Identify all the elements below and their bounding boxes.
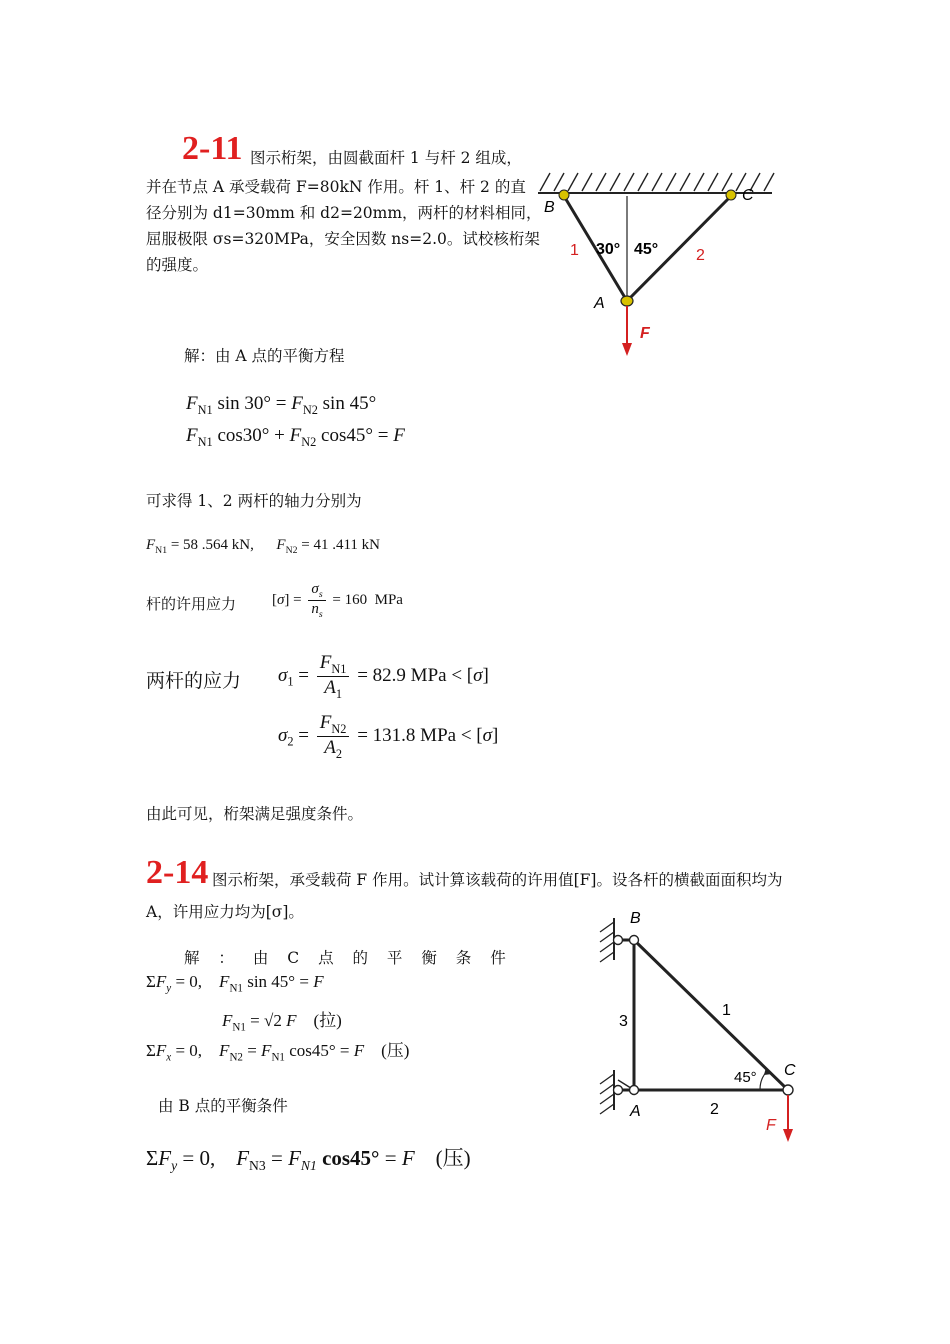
problem-2-14 <box>0 830 950 1344</box>
axial-forces-result: $F_{N1} = 58$ .564 kN, $F_{N2} = 41$ .411 kN <box>146 537 380 556</box>
solution-intro: 解：由 A 点的平衡方程 <box>184 347 345 365</box>
wall-support-top <box>600 918 614 962</box>
equilibrium-eq-b: $\Sigma F_y = 0$, $F_{N3} = F_{N1}$ cos45° = F (压) <box>146 1146 471 1174</box>
label-rod-2: 2 <box>710 1101 719 1118</box>
label-rod-2: 2 <box>696 247 705 264</box>
stress-eq-2: $\sigma_2$ = $\frac{F_{N2}}{A_2}$ = 131.8 MPa < [σ] <box>278 712 499 761</box>
pin-b <box>630 936 639 945</box>
solution-intro: 解 ： 由 C 点 的 平 衡 条 件 <box>184 949 506 967</box>
equilibrium-eq-2: $F_{N1}$ $\cos 30^\circ + F_{N2}$ cos45° = F <box>186 425 405 449</box>
label-rod-1: 1 <box>722 1002 731 1019</box>
problem-number: 2-14 <box>146 854 209 891</box>
label-rod-3: 3 <box>619 1013 628 1030</box>
b-point-intro: 由 B 点的平衡条件 <box>158 1097 288 1115</box>
truss-figure-2-14 <box>590 904 820 1154</box>
equilibrium-eq-fx: $\Sigma F_x = 0$, $F_{N2} = F_{N1}$ cos45° = F (压) <box>146 1041 410 1064</box>
label-c: C <box>784 1062 796 1079</box>
intro-line-1: 图示桁架，承受载荷 F 作用。试计算该载荷的许用值[F]。设各杆的横截面面积均为 <box>212 871 783 889</box>
problem-number-2-11 <box>182 130 242 168</box>
pin-a <box>621 296 633 306</box>
label-c: C <box>742 187 754 204</box>
rod-1 <box>634 940 788 1090</box>
label-a: A <box>630 1103 641 1120</box>
intro-line-4: 屈服极限 σs=320MPa，安全因数 ns=2.0。试校核桁架 <box>146 230 540 248</box>
pin-wall-bottom <box>614 1086 623 1095</box>
stress-eq-1: $\sigma_1$ = $\frac{F_{N1}}{A_1}$ = 82.9 MPa < [σ] <box>278 652 489 701</box>
label-angle-45: 45° <box>734 1069 757 1086</box>
intro-line-2: A，许用应力均为[σ]。 <box>146 903 304 921</box>
force-f-arrow-head <box>622 343 632 356</box>
problem-number-2-14 <box>146 854 208 892</box>
equilibrium-eq-1: $F_{N1}$ $\sin 30^\circ = F_{N2}$ sin 45° <box>186 393 377 417</box>
rod-stress-label: 两杆的应力 <box>146 670 242 692</box>
pin-wall-top <box>614 936 623 945</box>
intro-line-3: 径分别为 d1=30mm 和 d2=20mm，两杆的材料相同， <box>146 204 542 222</box>
intro-line-1: 图示桁架，由圆截面杆 1 与杆 2 组成， <box>250 149 522 167</box>
fn1-result: $F_{N1} = √2$ F (拉) <box>222 1011 342 1034</box>
pin-c <box>726 190 736 200</box>
pin-b <box>559 190 569 200</box>
problem-number: 2-11 <box>182 130 243 167</box>
allowable-stress-eq: [σ] = $\frac{\sigma_s}{n_s}$ = 160 MPa <box>272 581 403 621</box>
label-angle-45: 45° <box>634 241 659 258</box>
pin-a <box>630 1086 639 1095</box>
label-f: F <box>640 325 650 342</box>
ceiling-support <box>538 173 774 193</box>
axial-intro: 可求得 1、2 两杆的轴力分别为 <box>146 492 362 510</box>
truss-figure-2-11 <box>530 160 780 360</box>
label-b: B <box>630 910 641 927</box>
label-angle-30: 30° <box>596 241 621 258</box>
label-b: B <box>544 199 555 216</box>
intro-line-2: 并在节点 A 承受载荷 F=80kN 作用。杆 1、杆 2 的直 <box>146 178 526 196</box>
wall-support-bottom <box>600 1070 614 1114</box>
equilibrium-eq-fy: $\Sigma F_y = 0$, $F_{N1}$ sin 45° = F <box>146 972 324 995</box>
label-rod-1: 1 <box>570 242 579 259</box>
conclusion: 由此可见，桁架满足强度条件。 <box>146 805 364 823</box>
label-f: F <box>766 1117 776 1134</box>
intro-line-5: 的强度。 <box>146 256 209 274</box>
allowable-stress-label: 杆的许用应力 <box>146 595 237 613</box>
pin-c <box>783 1085 793 1095</box>
label-a: A <box>594 295 605 312</box>
force-f-arrow-head <box>783 1129 793 1142</box>
